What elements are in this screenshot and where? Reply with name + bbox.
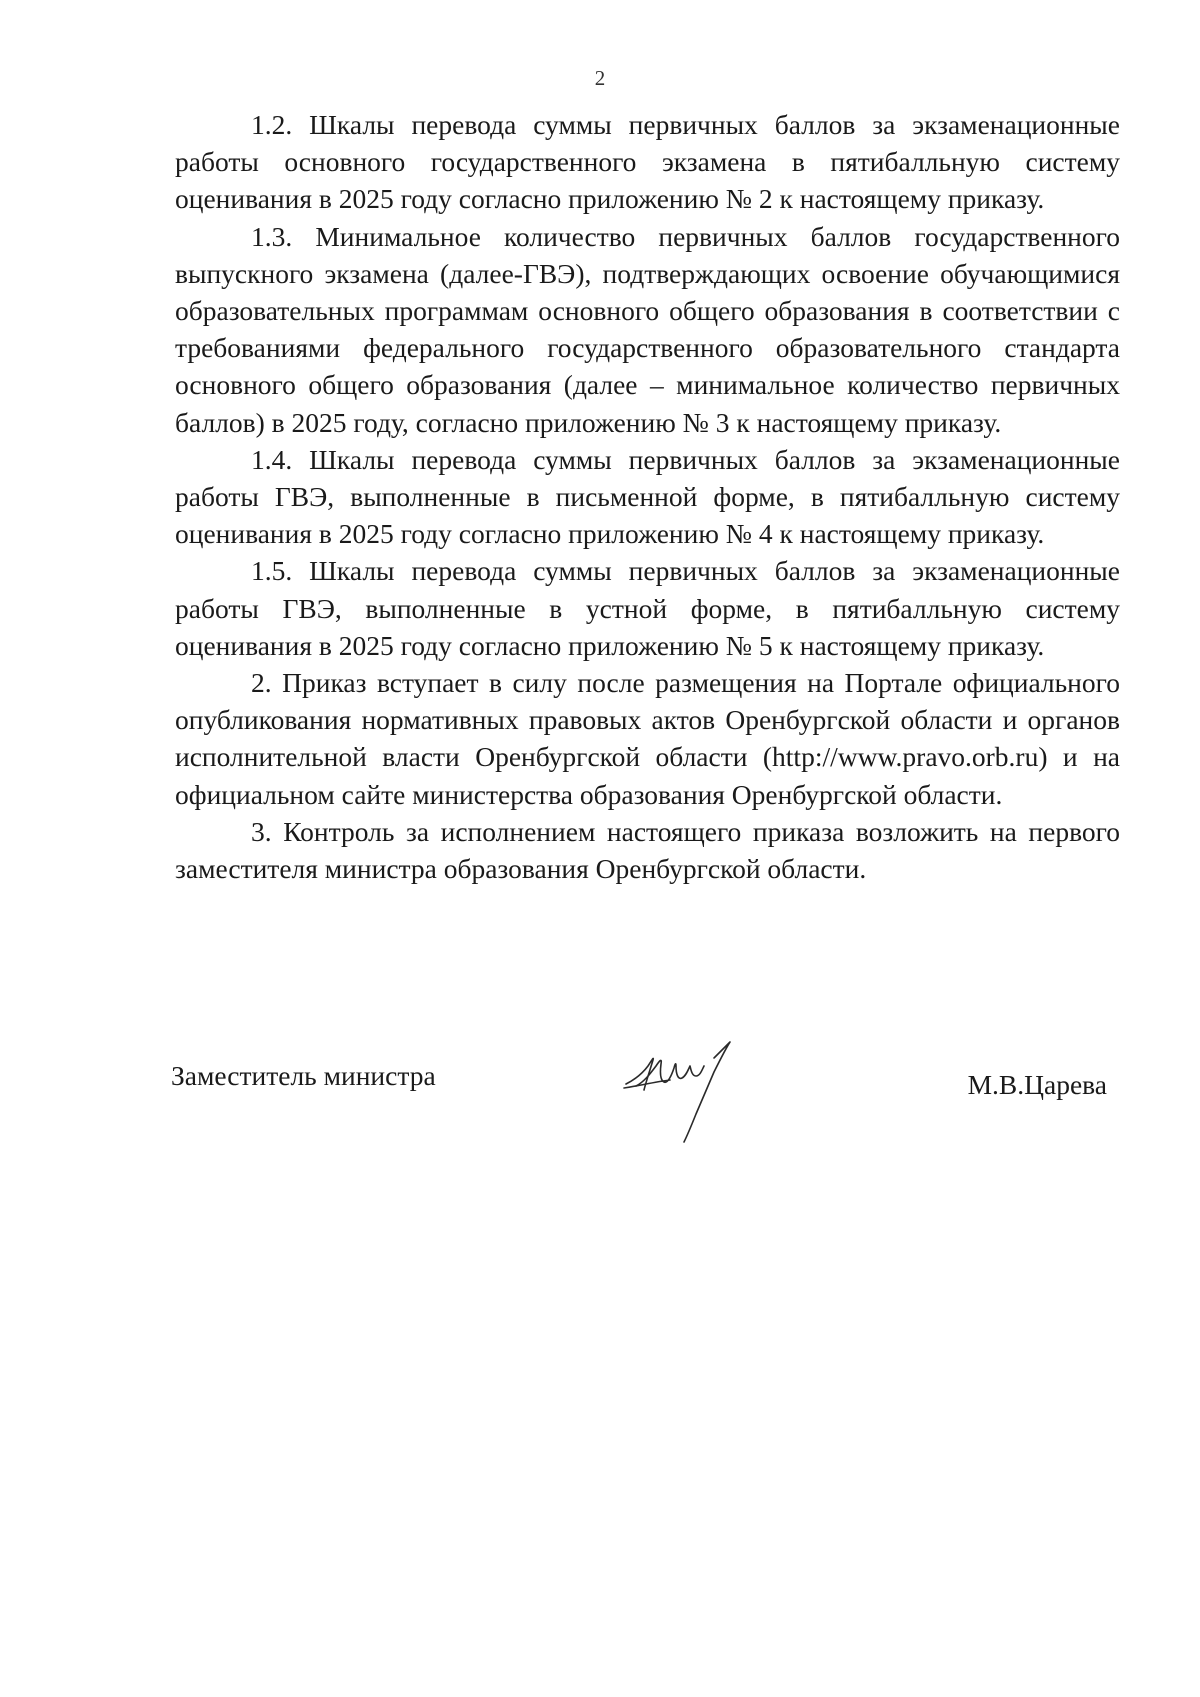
signatory-name: М.В.Царева	[967, 1069, 1107, 1100]
signatory-position: Заместитель министра	[171, 1060, 436, 1091]
paragraph-1-4: 1.4. Шкалы перевода суммы первичных баллов за экзаменационные работы ГВЭ, выполненные в письменной форме, в пятибалльную систему оценивания в 2025 году согласно приложению № 4 к настоящему приказу.	[175, 443, 1120, 550]
page-number: 2	[594, 66, 606, 90]
handwritten-signature	[620, 1030, 750, 1150]
paragraph-1-2: 1.2. Шкалы перевода суммы первичных баллов за экзаменационные работы основного государственного экзамена в пятибалльную систему оценивания в 2025 году согласно приложению № 2 к настоящему приказу.	[175, 109, 1120, 215]
paragraph-1-5: 1.5. Шкалы перевода суммы первичных баллов за экзаменационные работы ГВЭ, выполненные в устной форме, в пятибалльную систему оценивания в 2025 году согласно приложению № 5 к настоящему приказу.	[175, 555, 1120, 661]
document-body	[175, 106, 1120, 887]
signature-block	[0, 1030, 1200, 1170]
paragraph-3: 3. Контроль за исполнением настоящего приказа возложить на первого заместителя министра образования Оренбургской области.	[175, 815, 1120, 885]
paragraph-2: 2. Приказ вступает в силу после размещения на Портале официального опубликования нормативных правовых актов Оренбургской области и органов исполнительной власти Оренбургской области (http://www.pravo.orb.ru) и на официальном сайте министерства образования Оренбургской области.	[175, 667, 1120, 810]
paragraph-1-3: 1.3. Минимальное количество первичных баллов государственного выпускного экзамена (далее-ГВЭ), подтверждающих освоение обучающимися образовательных программам основного общего образования в соответствии с требованиями федерального государственного образовательного стандарта основного общего образования (далее – минимальное количество первичных баллов) в 2025 году, согласно приложению № 3 к настоящему приказу.	[175, 220, 1120, 438]
